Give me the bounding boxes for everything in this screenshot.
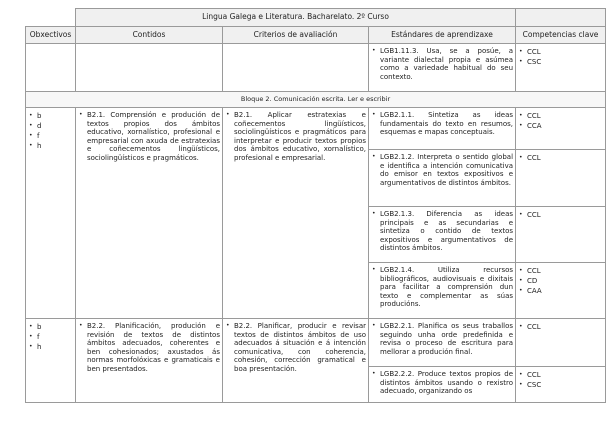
bullet-icon: • [519, 323, 523, 330]
standard-cell [369, 108, 516, 150]
standard-text: LGB2.1.1. Sintetiza as ideas fundamentais do texto en resumos, esquemas e mapas conceptuais. [380, 111, 514, 137]
column-header-objectives: Obxectivos [26, 27, 76, 44]
table-title: Lingua Galega e Literatura. Bacharelato. 2º Curso [76, 9, 516, 27]
competence-label: CAA [527, 287, 542, 295]
column-header-competences: Competencias clave [516, 27, 606, 44]
standard-cell [369, 44, 516, 92]
table-row [26, 44, 606, 92]
criterion-text: B2.2. Planificar, producir e revisar textos de distintos ámbitos de uso adecuados á situación e á intención comunicativa, con coherencia, cohesión, corrección gramatical e boa presentación. [234, 322, 366, 373]
bullet-icon: • [372, 210, 376, 217]
column-header-criteria: Criterios de avaliación [223, 27, 369, 44]
objectives-cell [26, 319, 76, 403]
competences-cell [516, 44, 606, 92]
standard-cell [369, 207, 516, 263]
empty-corner-cell [26, 9, 76, 27]
competence-label: CCL [527, 371, 541, 379]
competences-cell [516, 263, 606, 319]
competence-label: CCA [527, 122, 542, 130]
objective-label: h [37, 142, 42, 150]
table-row [26, 108, 606, 150]
standard-text: LGB2.1.2. Interpreta o sentido global e identifica a intención comunicativa do emisor en textos expositivos e argumentativos de distintos ámbitos. [380, 153, 514, 187]
bullet-icon: • [519, 381, 523, 388]
bullet-icon: • [519, 267, 523, 274]
block-heading: Bloque 2. Comunicación escrita. Ler e escribir [26, 92, 606, 108]
standard-text: LGB2.1.3. Diferencia as ideas principais e as secundarias e sintetiza o contido de textos expositivos e argumentativos de distintos ámbitos. [380, 210, 514, 253]
competence-label: CSC [527, 381, 542, 389]
competences-cell [516, 367, 606, 403]
bullet-icon: • [519, 122, 523, 129]
competence-label: CCL [527, 48, 541, 56]
bullet-icon: • [372, 322, 376, 329]
bullet-icon: • [29, 112, 33, 119]
competences-cell [516, 207, 606, 263]
competence-label: CD [527, 277, 538, 285]
standard-cell [369, 319, 516, 367]
bullet-icon: • [519, 277, 523, 284]
competence-label: CCL [527, 154, 541, 162]
content-cell [76, 108, 223, 319]
standard-text: LGB1.11.3. Usa, se a posúe, a variante dialectal propia e asúmea como a variedade habitual do seu contexto. [380, 47, 514, 81]
bullet-icon: • [519, 287, 523, 294]
empty-header-cell [516, 9, 606, 27]
bullet-icon: • [519, 211, 523, 218]
competences-cell [516, 150, 606, 207]
objective-label: f [37, 132, 40, 140]
competences-cell [516, 108, 606, 150]
standard-text: LGB2.2.1. Planifica os seus traballos seguindo unha orde predefinida e revisa o proceso de escritura para mellorar a produción final. [380, 322, 514, 356]
bullet-icon: • [372, 111, 376, 118]
table-row [26, 319, 606, 367]
bullet-icon: • [519, 371, 523, 378]
bullet-icon: • [226, 111, 230, 118]
standard-text: LGB2.1.4. Utiliza recursos bibliográficos, audiovisuais e dixitais para facilitar a comprensión dun texto e complementar as súas producións. [380, 266, 514, 309]
bullet-icon: • [372, 370, 376, 377]
standard-cell [369, 263, 516, 319]
bullet-icon: • [79, 322, 83, 329]
empty-cell [26, 44, 76, 92]
content-text: B2.2. Planificación, produción e revisión de textos de distintos ámbitos adecuados, coherentes e ben cohesionados; axustados ás normas morfolóxicas e gramaticais e ben presentados. [87, 322, 220, 373]
competence-label: CCL [527, 112, 541, 120]
objective-label: b [37, 112, 42, 120]
bullet-icon: • [519, 112, 523, 119]
standard-cell [369, 150, 516, 207]
competences-cell [516, 319, 606, 367]
objective-label: h [37, 343, 42, 351]
competence-label: CCL [527, 267, 541, 275]
bullet-icon: • [372, 266, 376, 273]
bullet-icon: • [29, 122, 33, 129]
bullet-icon: • [79, 111, 83, 118]
criterion-text: B2.1. Aplicar estratexias e coñecementos lingüísticos, sociolingüísticos e pragmáticos para interpretar e producir textos propios dos ámbitos educativo, xornalístico, profesional e empresarial. [234, 111, 366, 162]
competence-label: CCL [527, 323, 541, 331]
standard-text: LGB2.2.2. Produce textos propios de distintos ámbitos usando o rexistro adecuado, organizando os [380, 370, 514, 396]
bullet-icon: • [29, 343, 33, 350]
bullet-icon: • [372, 47, 376, 54]
bullet-icon: • [29, 333, 33, 340]
criterion-cell [223, 108, 369, 319]
competence-label: CCL [527, 211, 541, 219]
bullet-icon: • [29, 142, 33, 149]
bullet-icon: • [372, 153, 376, 160]
bullet-icon: • [519, 58, 523, 65]
content-cell [76, 319, 223, 403]
competence-label: CSC [527, 58, 542, 66]
bullet-icon: • [226, 322, 230, 329]
objective-label: b [37, 323, 42, 331]
empty-cell [223, 44, 369, 92]
bullet-icon: • [519, 154, 523, 161]
criterion-cell [223, 319, 369, 403]
bullet-icon: • [519, 48, 523, 55]
objectives-cell [26, 108, 76, 319]
column-header-contents: Contidos [76, 27, 223, 44]
content-text: B2.1. Comprensión e produción de textos propios dos ámbitos educativo, xornalístico, profesional e empresarial con axuda de estratexias e coñecementos lingüísticos, sociolingüísticos e pragmáticos. [87, 111, 220, 162]
empty-cell [76, 44, 223, 92]
objective-label: f [37, 333, 40, 341]
column-header-standards: Estándares de aprendizaxe [369, 27, 516, 44]
standard-cell [369, 367, 516, 403]
curriculum-table [25, 8, 606, 403]
objective-label: d [37, 122, 42, 130]
bullet-icon: • [29, 132, 33, 139]
bullet-icon: • [29, 323, 33, 330]
